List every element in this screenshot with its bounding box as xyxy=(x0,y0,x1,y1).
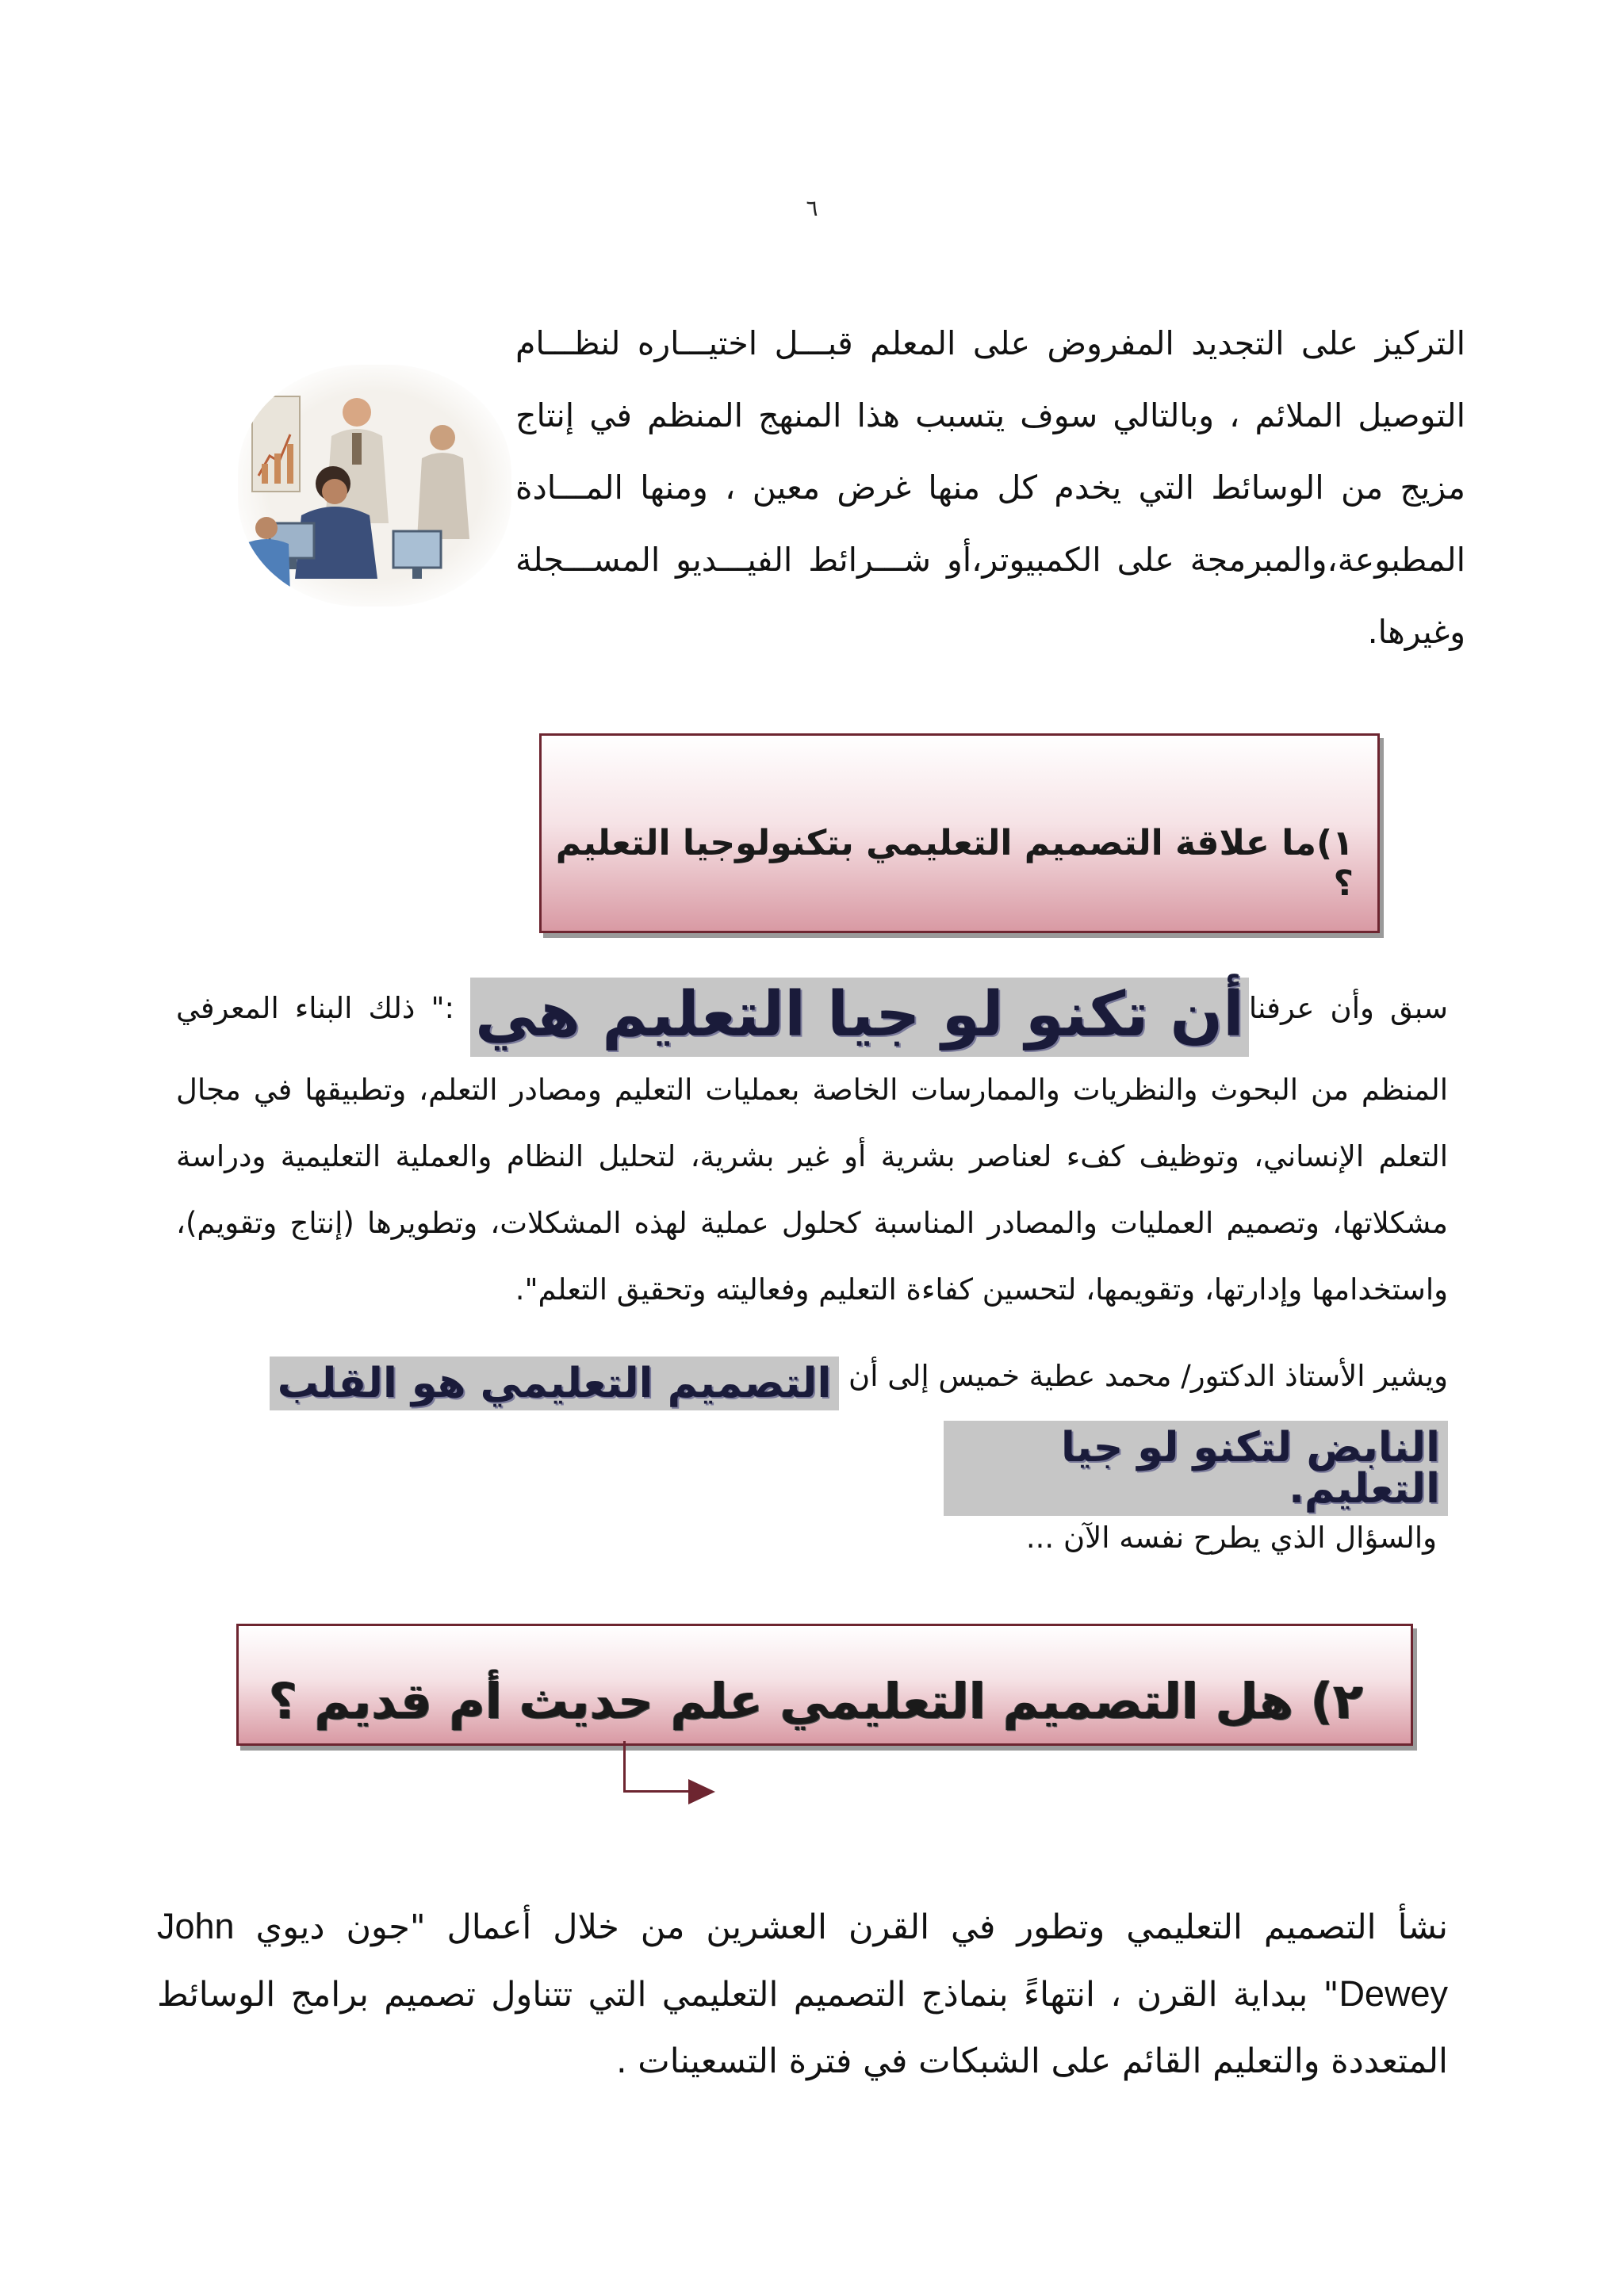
quote-paragraph xyxy=(238,1337,1448,1416)
office-team-photo xyxy=(238,365,511,607)
definition-lead: سبق وأن عرفنا xyxy=(1248,991,1448,1025)
question-line: والسؤال الذي يطرح نفسه الآن ... xyxy=(1025,1521,1437,1555)
page-number: ٦ xyxy=(806,195,818,221)
office-team-illustration xyxy=(238,365,511,607)
latin-name: John Dewey xyxy=(157,1906,1448,2014)
section-heading-2: ٢) هل التصميم التعليمي علم حديث أم قديم ؟ xyxy=(268,1672,1363,1730)
quote-continuation xyxy=(944,1421,1448,1513)
section-heading-box-2 xyxy=(236,1624,1413,1746)
history-paragraph xyxy=(157,1893,1448,2095)
arrow-right-icon xyxy=(688,1779,715,1804)
intro-paragraph: التركيز على التجديد المفروض على المعلم قبـــل اختيـــاره لنظـــام التوصيل الملائم ، وبالتالي سوف يتسبب هذا المنهج المنظم في إنتاج مزيج من الوسائط التي يخدم كل منها غرض معين ، ومنها المـــادة المطبوعة،والمبرمجة على الكمبيوتر،أو شـــرائط الفيـــديو المســـجلة وغيرها. xyxy=(515,324,1465,651)
quote-lead: ويشير الأستاذ الدكتور/ محمد عطية خميس إلى أن xyxy=(839,1359,1448,1393)
highlighted-term: أن تكنو لو جيا التعليم هي xyxy=(470,978,1249,1057)
arrow-connector xyxy=(623,1741,626,1792)
quote-highlight-2: النابض لتكنو لو جيا التعليم. xyxy=(944,1421,1448,1516)
definition-paragraph xyxy=(176,975,1448,1323)
section-heading-1: ١)ما علاقة التصميم التعليمي بتكنولوجيا التعليم ؟ xyxy=(555,823,1354,904)
history-part-b: " ببداية القرن ، انتهاءً بنماذج التصميم التعليمي التي تتناول تصميم برامج الوسائط المتعددة والتعليم القائم على الشبكات في فترة التسعينات . xyxy=(157,1975,1448,2081)
quote-highlight-1: التصميم التعليمي هو القلب xyxy=(270,1357,840,1410)
history-part-a: نشأ التصميم التعليمي وتطور في القرن العشرين من خلال أعمال "جون ديوي xyxy=(234,1908,1448,1947)
definition-text: :" ذلك البناء المعرفي المنظم من البحوث والنظريات والممارسات الخاصة بعمليات التعليم ومصادر التعلم، وتطبيقها في مجال التعلم الإنساني، وتوظيف كفء لعناصر بشرية أو غير بشرية، لتحليل النظام والعملية التعليمية ودراسة مشكلاتها، وتصميم العمليات والمصادر المناسبة كحلول عملية لهذه المشكلات، وتطويرها (إنتاج وتقويم)، واستخدامها وإدارتها، وتقويمها، لتحسين كفاءة التعليم وفعاليته وتحقيق التعلم". xyxy=(176,991,1448,1307)
section-heading-box-1 xyxy=(539,733,1380,933)
